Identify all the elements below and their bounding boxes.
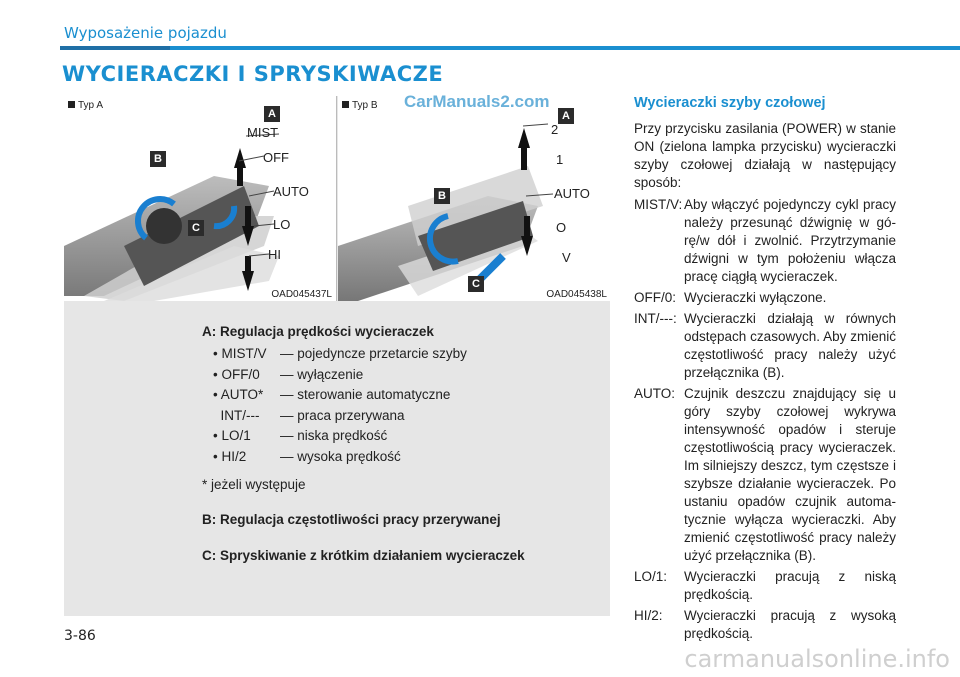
definition-text: Wycieraczki działają w równych odstępach czasowych. Aby zmienić częstotliwość pracy należy użyć przełącznika (B). <box>684 311 896 380</box>
legend-key: • AUTO* <box>213 387 264 402</box>
badge-a: A <box>268 108 276 120</box>
definition-key: INT/---: <box>634 311 677 326</box>
legend-value: — wyłączenie <box>280 366 364 382</box>
type-b-label: Typ B <box>342 100 378 111</box>
lever-position-auto: AUTO <box>273 184 309 199</box>
legend-key: • HI/2 <box>213 448 247 464</box>
legend-row <box>202 387 602 408</box>
legend-footnote: * jeżeli występuje <box>202 477 306 492</box>
right-heading: Wycieraczki szyby czołowej <box>634 95 826 111</box>
site-watermark: carmanualsonline.info <box>684 645 950 673</box>
definition-text: Wycieraczki pracują z niską prędkością. <box>684 569 896 602</box>
legend-title: A: Regulacja prędkości wycieraczek <box>202 324 434 339</box>
lever-position-hi: HI <box>268 247 281 262</box>
legend-b: B: Regulacja częstotliwości pracy przerywanej <box>202 512 501 527</box>
definition-text: Czujnik deszczu znajdujący się u góry szyby czołowej wykrywa intensywność opadów i steruje częstotliwością pracy wycieraczek. Im silniejszy deszcz, tym częstsze i szybsze działanie wycieraczek. Po ustaniu opadów czujnik automatycznie wyłącza wycieraczki. Aby zmienić częstotliwość pracy należy użyć przełącznika (B). <box>684 386 896 563</box>
lever-position-v: V <box>562 250 571 265</box>
legend-value: — praca przerywana <box>280 407 405 423</box>
legend-value: — pojedyncze przetarcie szyby <box>280 346 467 361</box>
badge-a-b: A <box>562 110 570 122</box>
legend-value: — niska prędkość <box>280 428 388 443</box>
type-a-label: Typ A <box>68 100 103 111</box>
definition-text: Wycieraczki pracują z wysoką prędkością. <box>684 608 896 641</box>
badge-c: C <box>192 222 200 234</box>
lever-position-2: 2 <box>551 122 559 137</box>
badge-b-b: B <box>438 190 446 202</box>
legend-key: INT/--- <box>213 407 260 423</box>
legend-value: — wysoka prędkość <box>280 448 401 464</box>
legend-value: — sterowanie automatyczne <box>280 387 451 402</box>
lever-position-0: O <box>556 220 567 235</box>
diagram-type-b <box>338 92 611 301</box>
figure-code-a: OAD045437L <box>271 289 332 300</box>
section-title: Wyposażenie pojazdu <box>64 24 227 42</box>
definition-item <box>634 385 896 565</box>
definition-key: HI/2: <box>634 608 663 623</box>
legend-row <box>202 367 602 388</box>
legend-c: C: Spryskiwanie z krótkim działaniem wycieraczek <box>202 548 525 563</box>
definition-item <box>634 289 896 307</box>
header-rule <box>60 46 960 50</box>
header-rule-accent <box>60 46 170 50</box>
lever-position-1: 1 <box>556 152 564 167</box>
intro-paragraph: Przy przycisku zasilania (POWER) w stanie ON (zielona lampka przycisku) wycieraczki szyby czołowej działają w następujący sposób: <box>634 121 896 190</box>
definition-item <box>634 568 896 604</box>
definition-key: MIST/V: <box>634 197 683 212</box>
chapter-title: WYCIERACZKI I SPRYSKIWACZE <box>62 62 444 86</box>
legend-row <box>202 408 602 429</box>
definition-key: LO/1: <box>634 569 668 584</box>
figure-legend <box>202 324 602 563</box>
definition-key: AUTO: <box>634 386 676 401</box>
definition-item <box>634 310 896 382</box>
right-column <box>634 94 896 646</box>
lever-position-off: OFF <box>263 150 289 165</box>
definition-item <box>634 196 896 286</box>
legend-key: • MIST/V <box>213 346 267 361</box>
badge-b: B <box>154 153 162 165</box>
lever-position-mist: MIST <box>247 125 279 140</box>
definition-item <box>634 607 896 643</box>
lever-position-lo: LO <box>273 217 291 232</box>
watermark: CarManuals2.com <box>404 92 550 111</box>
definition-key: OFF/0: <box>634 290 677 305</box>
legend-row <box>202 428 602 449</box>
legend-row <box>202 346 602 367</box>
diagram-type-a <box>64 96 337 301</box>
legend-row <box>202 449 602 470</box>
lever-position-auto-b: AUTO <box>554 186 590 201</box>
figure-panel <box>64 92 610 616</box>
badge-c-b: C <box>472 278 480 290</box>
definition-text: Wycieraczki wyłączone. <box>684 290 827 305</box>
page-number: 3-86 <box>64 628 96 644</box>
definition-text: Aby włączyć pojedynczy cykl pracy należy przesunąć dźwignię w górę/w dół i zwolnić. Przytrzymanie dźwigni w tym położeniu włącza pracę ciągłą wycieraczek. <box>684 197 896 284</box>
figure-code-b: OAD045438L <box>546 289 607 300</box>
legend-key: • LO/1 <box>213 428 251 443</box>
legend-key: • OFF/0 <box>213 366 260 382</box>
